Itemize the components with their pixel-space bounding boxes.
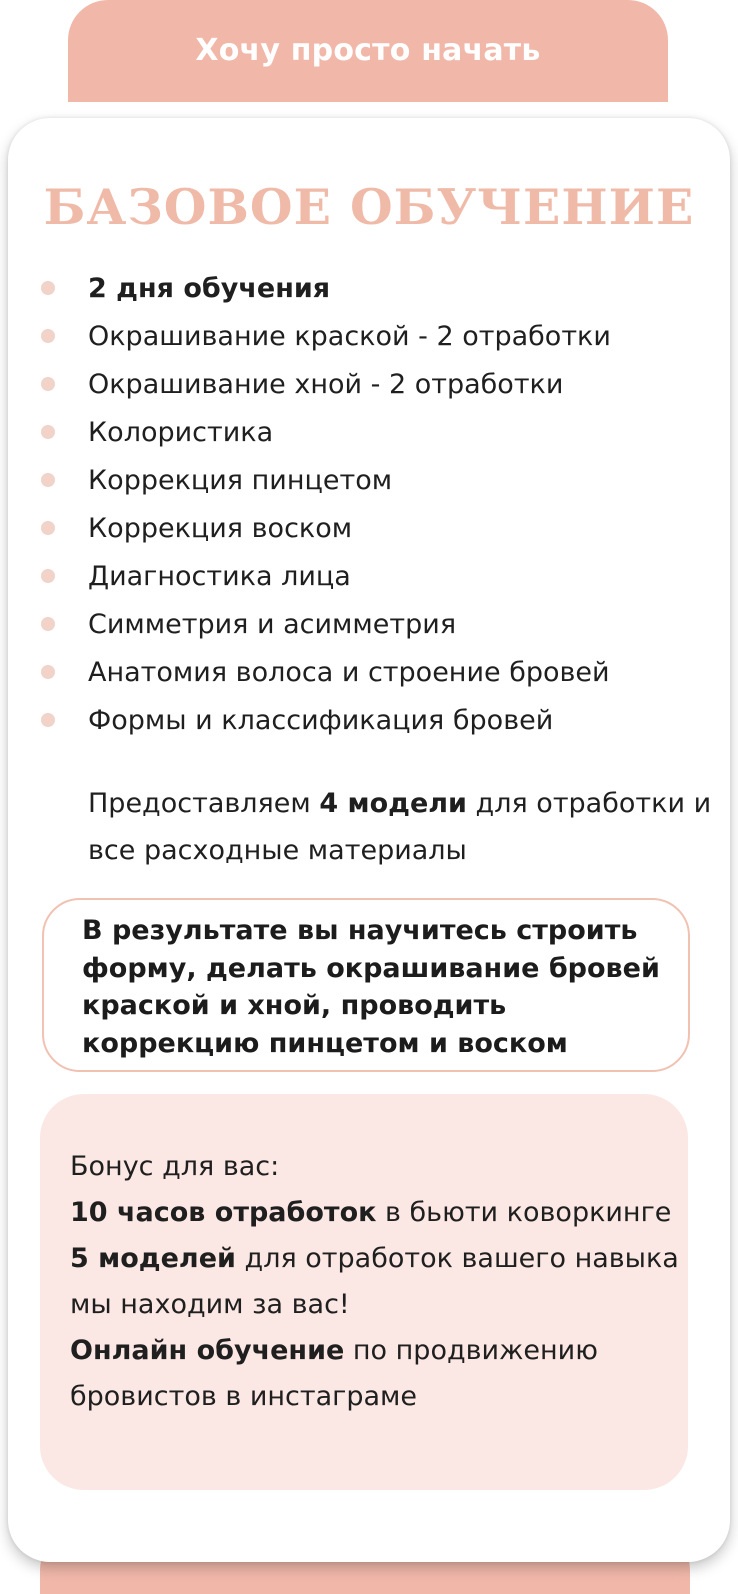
feature-list: [38, 264, 611, 744]
feature-item: Коррекция пинцетом: [38, 456, 611, 504]
bonus-item: Онлайн обучение по продвижению: [70, 1335, 598, 1366]
bonus-item: 5 моделей для отработок вашего навыка: [70, 1243, 679, 1274]
course-card: [8, 118, 730, 1562]
bonus-item-continued: бровистов в инстаграме: [70, 1381, 418, 1412]
models-highlight: 4 модели: [319, 788, 467, 819]
bullet-icon: [41, 329, 55, 343]
models-text: Предоставляем 4 модели для отработки и все расходные материалы: [88, 788, 712, 866]
bullet-icon: [41, 377, 55, 391]
bullet-icon: [41, 665, 55, 679]
feature-item: Окрашивание хной - 2 отработки: [38, 360, 611, 408]
bonus-heading: Бонус для вас:: [70, 1151, 280, 1182]
feature-item: 2 дня обучения: [38, 264, 611, 312]
start-tab-label: Хочу просто начать: [195, 32, 541, 68]
result-box: [42, 898, 690, 1072]
feature-item: Формы и классификация бровей: [38, 696, 611, 744]
feature-item: Анатомия волоса и строение бровей: [38, 648, 611, 696]
bonus-box: [40, 1094, 688, 1490]
bonus-item-continued: мы находим за вас!: [70, 1289, 350, 1320]
course-title: БАЗОВОЕ ОБУЧЕНИЕ: [43, 178, 695, 236]
bullet-icon: [41, 473, 55, 487]
feature-item: Диагностика лица: [38, 552, 611, 600]
start-tab[interactable]: [68, 0, 668, 102]
bullet-icon: [41, 617, 55, 631]
feature-item: Колористика: [38, 408, 611, 456]
bullet-icon: [41, 281, 55, 295]
feature-item: Симметрия и асимметрия: [38, 600, 611, 648]
result-text: В результате вы научитесь строить форму, делать окрашивание бровей краской и хной, проводить коррекцию пинцетом и воском: [82, 915, 660, 1059]
bullet-icon: [41, 521, 55, 535]
bullet-icon: [41, 569, 55, 583]
bullet-icon: [41, 713, 55, 727]
feature-item: Окрашивание краской - 2 отработки: [38, 312, 611, 360]
feature-item: Коррекция воском: [38, 504, 611, 552]
bonus-item: 10 часов отработок в бьюти коворкинге: [70, 1197, 672, 1228]
bullet-icon: [41, 425, 55, 439]
